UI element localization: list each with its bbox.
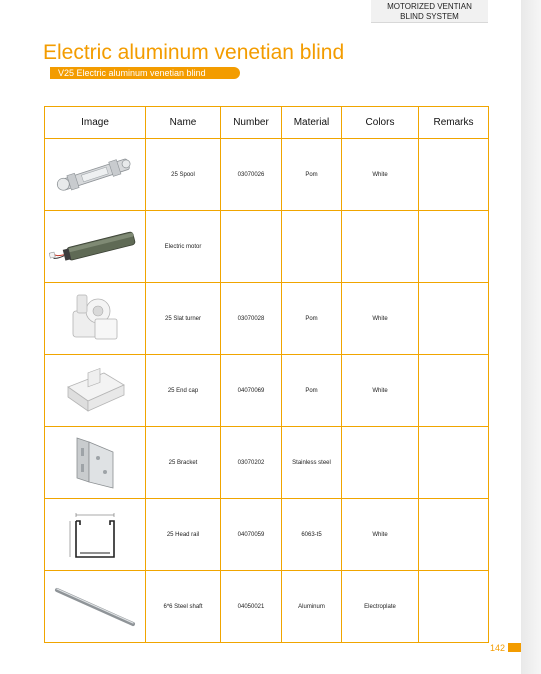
bracket-icon [65, 434, 125, 492]
part-image-cell [45, 427, 146, 499]
column-header-number: Number [221, 107, 282, 139]
table-row [45, 499, 489, 571]
part-number: 04070069 [221, 355, 282, 427]
part-colors: Electroplate [342, 571, 419, 643]
table-row [45, 355, 489, 427]
table-row [45, 427, 489, 499]
part-colors: White [342, 139, 419, 211]
part-number: 04050021 [221, 571, 282, 643]
head-rail-profile-icon [64, 507, 126, 563]
page-title: Electric aluminum venetian blind [43, 41, 345, 64]
part-remarks [419, 139, 489, 211]
table-row [45, 283, 489, 355]
part-remarks [419, 571, 489, 643]
part-remarks [419, 283, 489, 355]
table-row [45, 211, 489, 283]
part-number: 03070202 [221, 427, 282, 499]
part-remarks [419, 499, 489, 571]
part-colors [342, 427, 419, 499]
parts-table [44, 106, 489, 643]
column-header-image: Image [45, 107, 146, 139]
part-remarks [419, 427, 489, 499]
part-name: 25 Slat turner [146, 283, 221, 355]
part-image-cell [45, 571, 146, 643]
part-name: 25 Bracket [146, 427, 221, 499]
part-name: 25 Head rail [146, 499, 221, 571]
subtitle-badge: V25 Electric aluminum venetian blind [50, 67, 240, 79]
electric-motor-icon [49, 224, 141, 270]
section-label-line2: BLIND SYSTEM [400, 12, 459, 21]
part-material: Stainless steel [282, 427, 342, 499]
part-colors: White [342, 355, 419, 427]
part-material: Pom [282, 139, 342, 211]
part-number: 03070028 [221, 283, 282, 355]
section-label-line1: MOTORIZED VENTIAN [387, 2, 472, 11]
table-row [45, 139, 489, 211]
page-marker-tab [508, 643, 521, 652]
part-image-cell [45, 499, 146, 571]
part-name: 6*6 Steel shaft [146, 571, 221, 643]
part-colors: White [342, 499, 419, 571]
part-number: 03070026 [221, 139, 282, 211]
part-material: Pom [282, 283, 342, 355]
column-header-colors: Colors [342, 107, 419, 139]
table-row [45, 571, 489, 643]
part-image-cell [45, 355, 146, 427]
part-image-cell [45, 139, 146, 211]
steel-shaft-icon [51, 582, 139, 632]
section-label [371, 0, 488, 23]
part-colors [342, 211, 419, 283]
end-cap-icon [60, 365, 130, 417]
part-material: Aluminum [282, 571, 342, 643]
part-material [282, 211, 342, 283]
part-name: 25 End cap [146, 355, 221, 427]
part-colors: White [342, 283, 419, 355]
spool-icon [52, 150, 138, 200]
column-header-remarks: Remarks [419, 107, 489, 139]
column-header-material: Material [282, 107, 342, 139]
part-name: Electric motor [146, 211, 221, 283]
part-material: 6063-t5 [282, 499, 342, 571]
page-edge-strip [521, 0, 541, 674]
table-header-row [45, 107, 489, 139]
part-number [221, 211, 282, 283]
part-image-cell [45, 211, 146, 283]
slat-turner-icon [65, 289, 125, 349]
part-number: 04070059 [221, 499, 282, 571]
part-remarks [419, 211, 489, 283]
part-name: 25 Spool [146, 139, 221, 211]
part-remarks [419, 355, 489, 427]
part-image-cell [45, 283, 146, 355]
column-header-name: Name [146, 107, 221, 139]
page-number: 142 [490, 643, 506, 653]
part-material: Pom [282, 355, 342, 427]
